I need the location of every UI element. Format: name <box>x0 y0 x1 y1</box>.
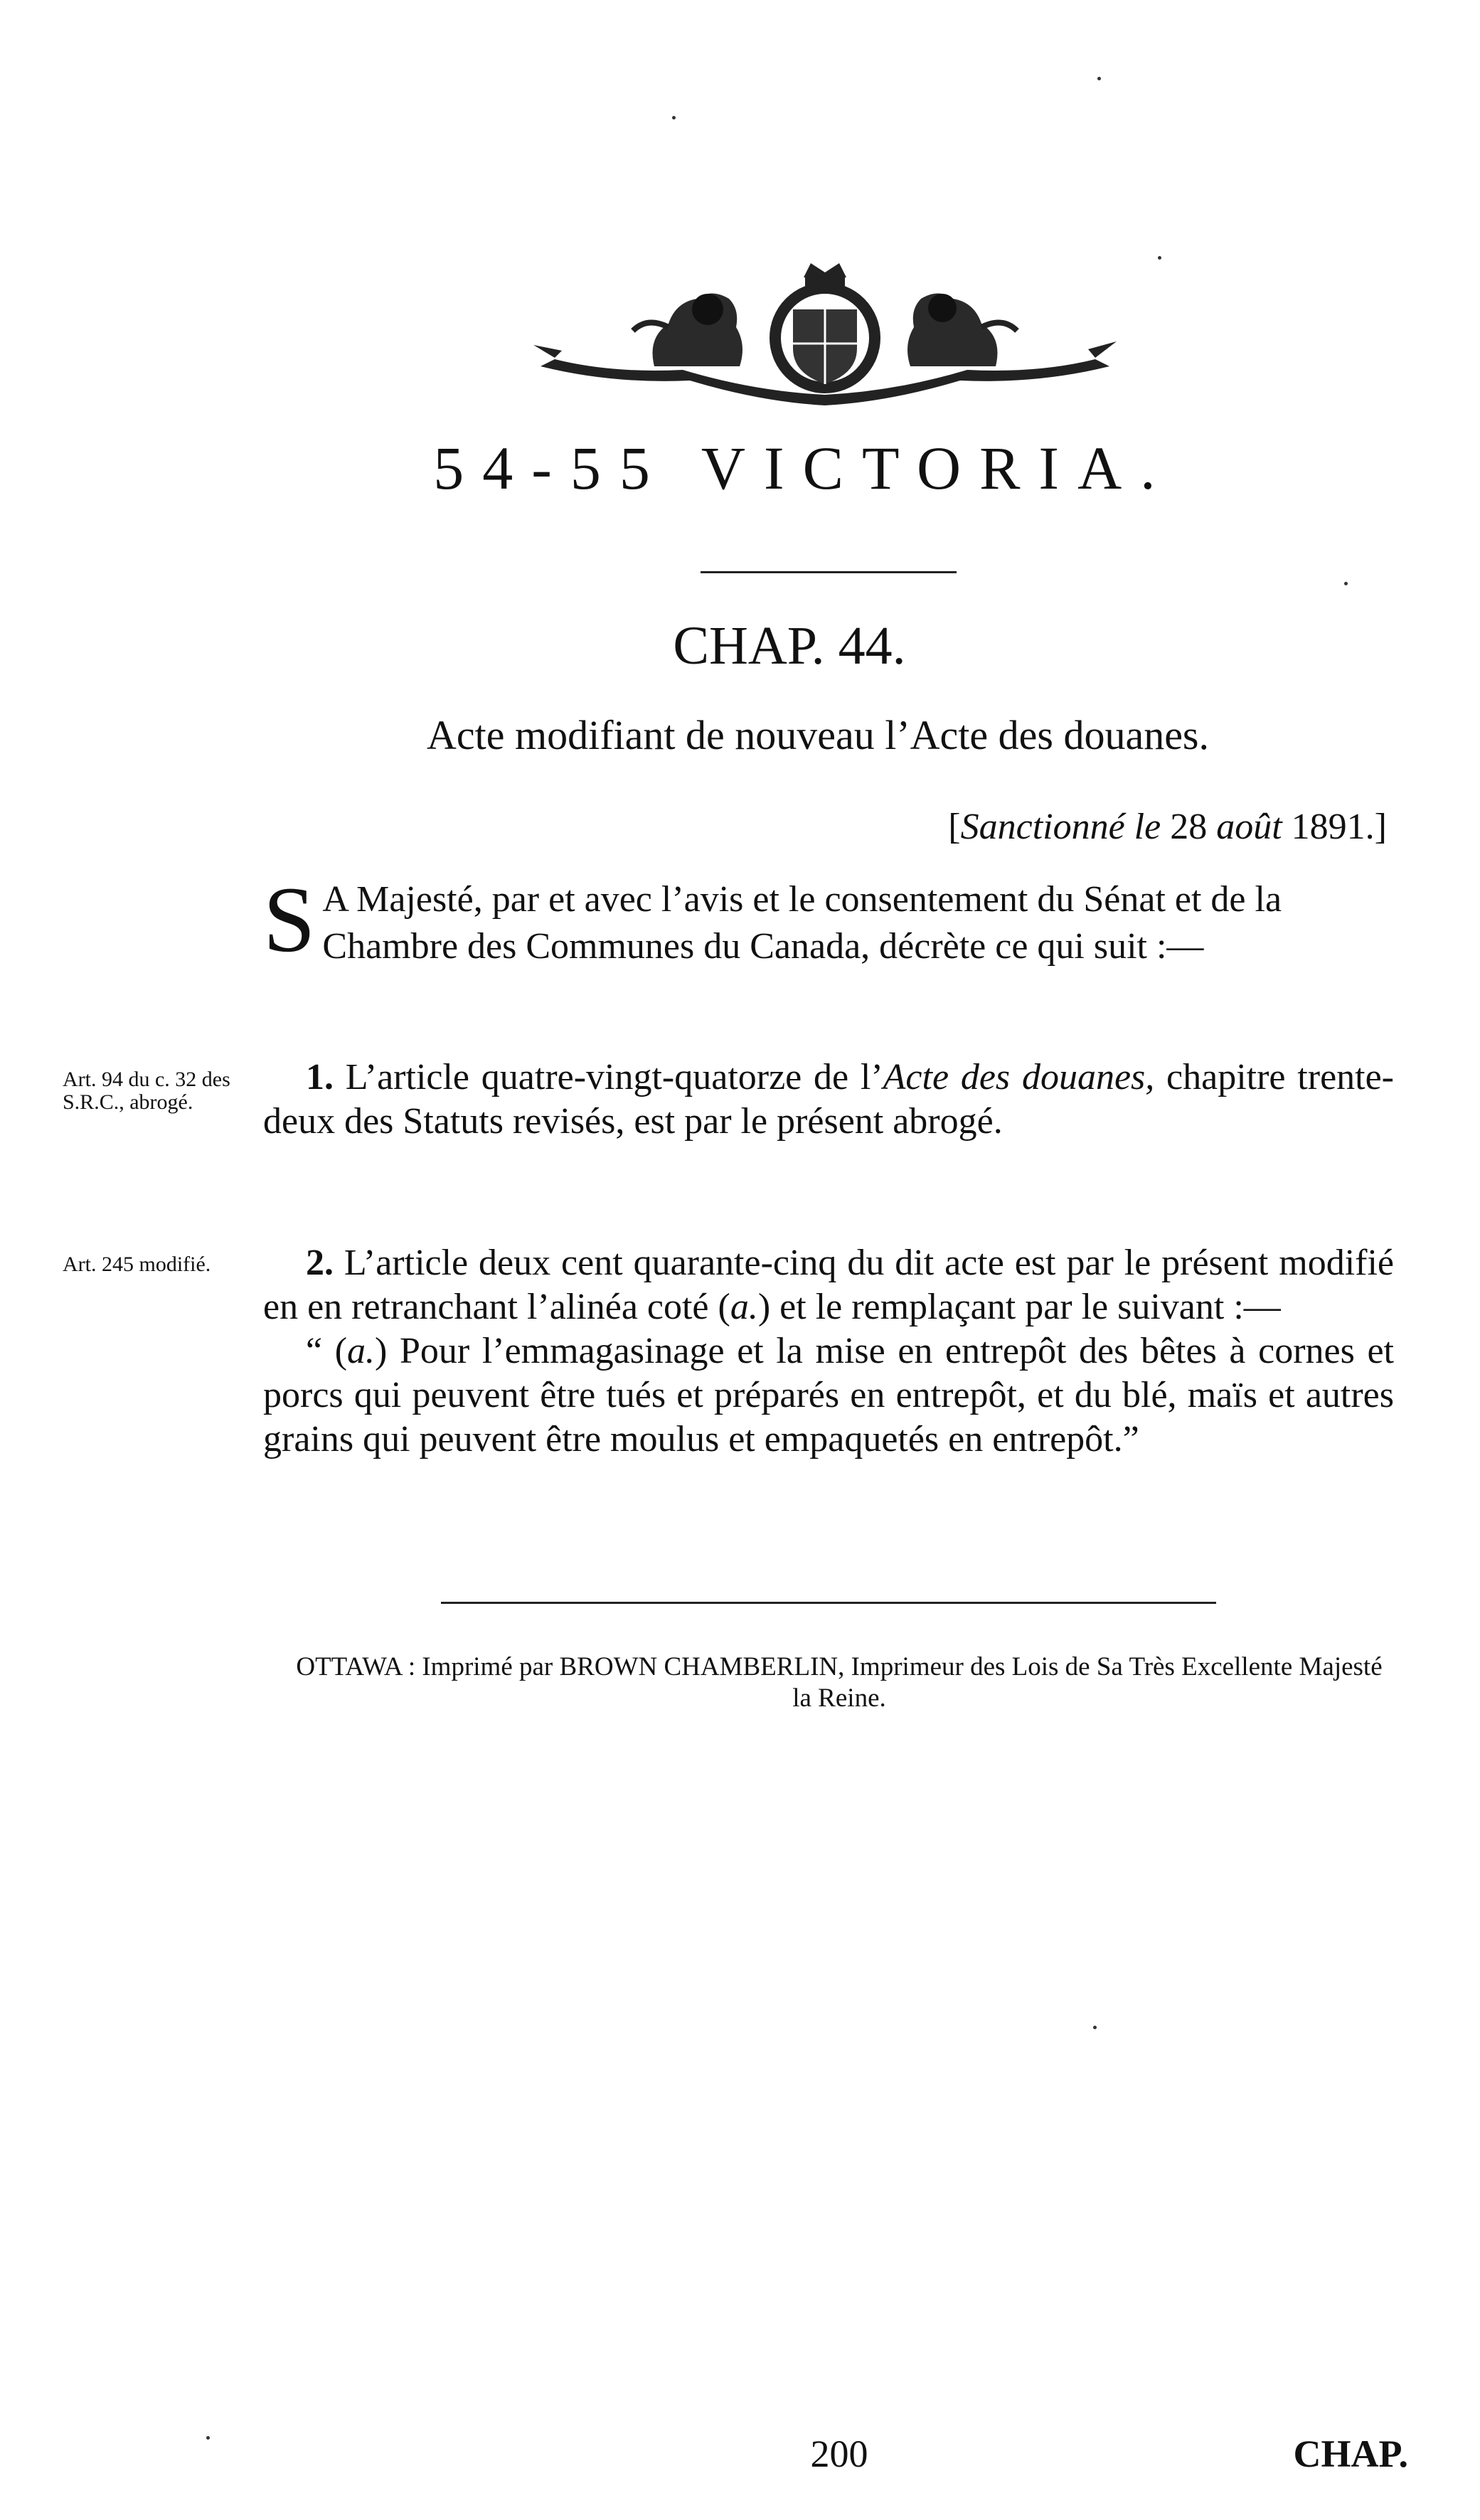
act-title: Acte modifiant de nouveau l’Acte des douanes. <box>426 712 1210 758</box>
catchword: CHAP. <box>1293 2433 1408 2475</box>
assent-bracket: [ <box>948 807 961 847</box>
section-number: 1. <box>306 1057 334 1097</box>
reign-title: 54-55 VICTORIA. <box>433 434 1174 502</box>
ink-speck <box>1158 256 1161 260</box>
section-text: L’article deux cent quarante-cinq du dit acte est par le présent modifié en en retranchant l’alinéa coté ( <box>263 1243 1394 1327</box>
imprint-divider <box>441 1602 1216 1604</box>
margin-note-section-2: Art. 245 modifié. <box>63 1253 211 1276</box>
enacting-text: A Majesté, par et avec l’avis et le consentement du Sénat et de la Chambre des Communes du Canada, décrète ce qui suit :— <box>322 879 1282 967</box>
chapter-heading: CHAP. 44. <box>673 616 906 676</box>
section-1 <box>263 1056 1394 1144</box>
imprint-suffix: , Imprimeur des Lois de Sa Très Excellente Majesté la Reine. <box>792 1652 1383 1713</box>
assent-year: 1891.] <box>1282 807 1387 847</box>
ink-speck <box>1097 77 1101 80</box>
section-italic: a. <box>730 1287 758 1327</box>
assent-date <box>782 809 1387 846</box>
printer-imprint <box>292 1652 1387 1714</box>
quoted-paragraph <box>263 1329 1394 1462</box>
section-divider <box>701 571 957 573</box>
page-number: 200 <box>810 2433 868 2475</box>
assent-day: 28 <box>1161 807 1217 847</box>
section-italic: Acte des douanes, <box>883 1057 1155 1097</box>
section-number: 2. <box>306 1243 334 1283</box>
ink-speck <box>672 116 676 119</box>
ink-speck <box>206 2436 210 2440</box>
quote-open: “ ( <box>306 1331 348 1371</box>
ink-speck <box>1344 582 1348 585</box>
section-text: ) et le remplaçant par le suivant :— <box>757 1287 1281 1327</box>
imprint-prefix: OTTAWA : Imprimé par <box>296 1652 560 1681</box>
section-text: L’article quatre-vingt-quatorze de l’ <box>334 1057 883 1097</box>
section-2 <box>263 1241 1394 1462</box>
royal-coat-of-arms-icon <box>526 260 1124 413</box>
quote-text: ) Pour l’emmagasinage et la mise en entrepôt des bêtes à cornes et porcs qui peuvent être tués et préparés en entrepôt, et du blé, maïs et autres grains qui peuvent être moulus et empaquetés en entrepôt.” <box>263 1331 1394 1460</box>
section-text: chapitre trente-deux des Statuts revisés, est par le présent abrogé. <box>263 1057 1394 1142</box>
drop-cap: S <box>263 867 316 972</box>
assent-label: Sanctionné le <box>960 807 1161 847</box>
quote-italic: a. <box>347 1331 376 1371</box>
margin-note-section-1: Art. 94 du c. 32 des S.R.C., abrogé. <box>63 1068 230 1114</box>
enacting-clause <box>263 867 1394 972</box>
ink-speck <box>1093 2026 1097 2029</box>
printer-name: BROWN CHAMBERLIN <box>559 1652 839 1681</box>
assent-month: août <box>1216 807 1282 847</box>
